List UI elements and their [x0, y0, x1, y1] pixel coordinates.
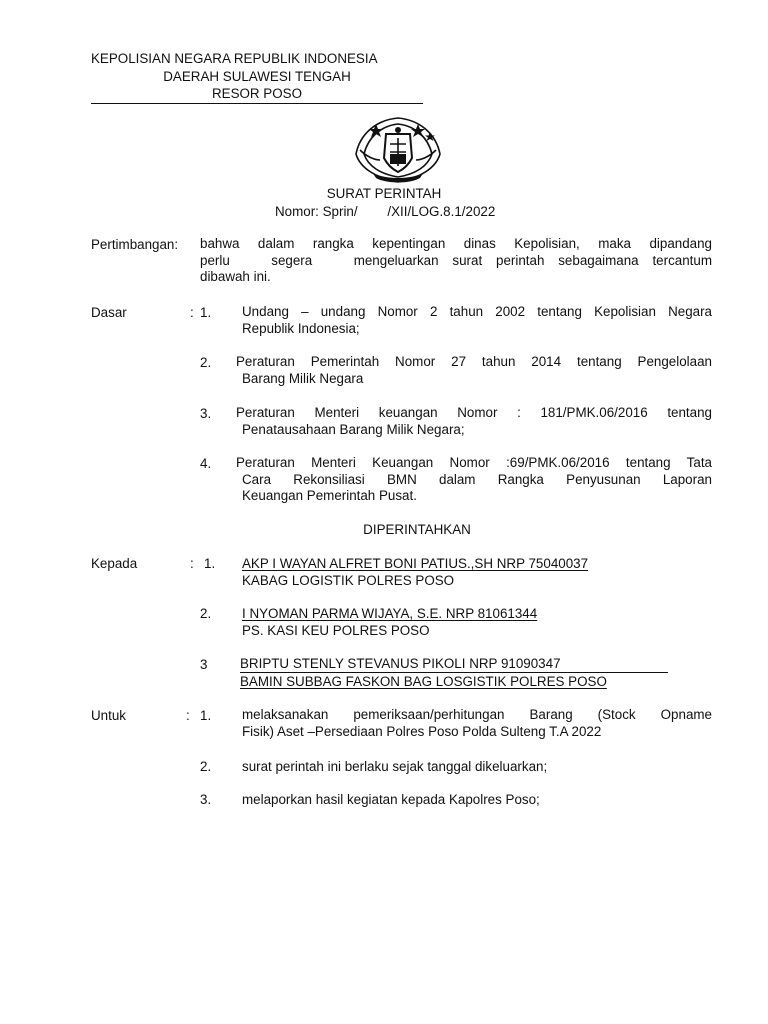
letterhead: [91, 50, 423, 104]
dasar-item-2: [236, 354, 712, 387]
pertimbangan-line-2: perlu segera mengeluarkan surat perintah sebagaimana tercantum: [200, 252, 712, 268]
pertimbangan-line-3: dibawah ini.: [200, 269, 271, 284]
dasar-item-4-number: 4.: [200, 456, 212, 471]
untuk-item-2-number: 2.: [200, 759, 212, 774]
untuk-item-1: [242, 707, 712, 740]
untuk-label: Untuk: [91, 708, 126, 723]
dasar-item-3-line-2: Penatausahaan Barang Milik Negara;: [242, 421, 465, 437]
untuk-item-1-line-1: melaksanakan pemeriksaan/perhitungan Barang (Stock Opname: [242, 707, 712, 722]
kepada-item-3-position: BAMIN SUBBAG FASKON BAG LOSGISTIK POLRES POSO: [240, 674, 607, 689]
letterhead-line-3: RESOR POSO: [91, 85, 423, 104]
kepada-item-1-number: 1.: [204, 556, 216, 571]
dasar-item-3: [236, 405, 712, 438]
pertimbangan-line-1: bahwa dalam rangka kepentingan dinas Kepolisian, maka dipandang: [200, 236, 712, 251]
police-emblem-icon: [346, 110, 450, 186]
untuk-item-1-number: 1.: [200, 708, 212, 723]
kepada-item-2-number: 2.: [200, 606, 212, 621]
kepada-item-1-position: KABAG LOGISTIK POLRES POSO: [242, 573, 455, 588]
dasar-item-4-line-3: Keuangan Pemerintah Pusat.: [242, 488, 417, 503]
untuk-item-3-text: melaporkan hasil kegiatan kepada Kapolres Poso;: [242, 792, 540, 807]
untuk-item-2-text: surat perintah ini berlaku sejak tanggal dikeluarkan;: [242, 759, 548, 774]
letterhead-line-1: KEPOLISIAN NEGARA REPUBLIK INDONESIA: [91, 51, 378, 66]
kepada-item-3-name: BRIPTU STENLY STEVANUS PIKOLI NRP 91090347: [240, 656, 668, 673]
dasar-item-4-line-2: Cara Rekonsiliasi BMN dalam Rangka Penyusunan Laporan: [242, 471, 712, 487]
dasar-item-1: [242, 304, 712, 337]
pertimbangan-label: Pertimbangan:: [91, 237, 179, 252]
kepada-label: Kepada: [91, 556, 138, 571]
dasar-item-4-line-1: Peraturan Menteri Keuangan Nomor :69/PMK.06/2016 tentang Tata: [236, 455, 712, 470]
diperintahkan-heading: DIPERINTAHKAN: [363, 522, 471, 537]
dasar-item-1-line-1: Undang – undang Nomor 2 tahun 2002 tentang Kepolisian Negara: [242, 304, 712, 319]
dasar-item-2-number: 2.: [200, 355, 212, 370]
document-title: SURAT PERINTAH: [326, 186, 442, 201]
kepada-item-3-number: 3: [200, 657, 208, 672]
dasar-item-4: [236, 455, 712, 505]
untuk-item-3-number: 3.: [200, 792, 212, 807]
untuk-item-1-line-2: Fisik) Aset –Persediaan Polres Poso Polda Sulteng T.A 2022: [242, 723, 602, 739]
document-number: Nomor: Sprin/ /XII/LOG.8.1/2022: [275, 204, 496, 219]
dasar-colon: :: [190, 305, 194, 320]
dasar-item-3-line-1: Peraturan Menteri keuangan Nomor : 181/PMK.06/2016 tentang: [236, 405, 712, 420]
kepada-item-2-name: I NYOMAN PARMA WIJAYA, S.E. NRP 81061344: [242, 606, 538, 621]
dasar-item-1-line-2: Republik Indonesia;: [242, 320, 360, 336]
kepada-item-2-position: PS. KASI KEU POLRES POSO: [242, 623, 430, 638]
pertimbangan-text: [200, 236, 712, 286]
kepada-colon: :: [190, 556, 194, 571]
letterhead-line-2: DAERAH SULAWESI TENGAH: [163, 68, 351, 84]
kepada-item-1-name: AKP I WAYAN ALFRET BONI PATIUS.,SH NRP 75040037: [242, 556, 589, 571]
dasar-label: Dasar: [91, 305, 127, 320]
dasar-item-1-number: 1.: [200, 305, 212, 320]
dasar-item-3-number: 3.: [200, 406, 212, 421]
untuk-colon: :: [186, 708, 190, 723]
dasar-item-2-line-1: Peraturan Pemerintah Nomor 27 tahun 2014 tentang Pengelolaan: [236, 354, 712, 369]
dasar-item-2-line-2: Barang Milik Negara: [242, 370, 364, 386]
